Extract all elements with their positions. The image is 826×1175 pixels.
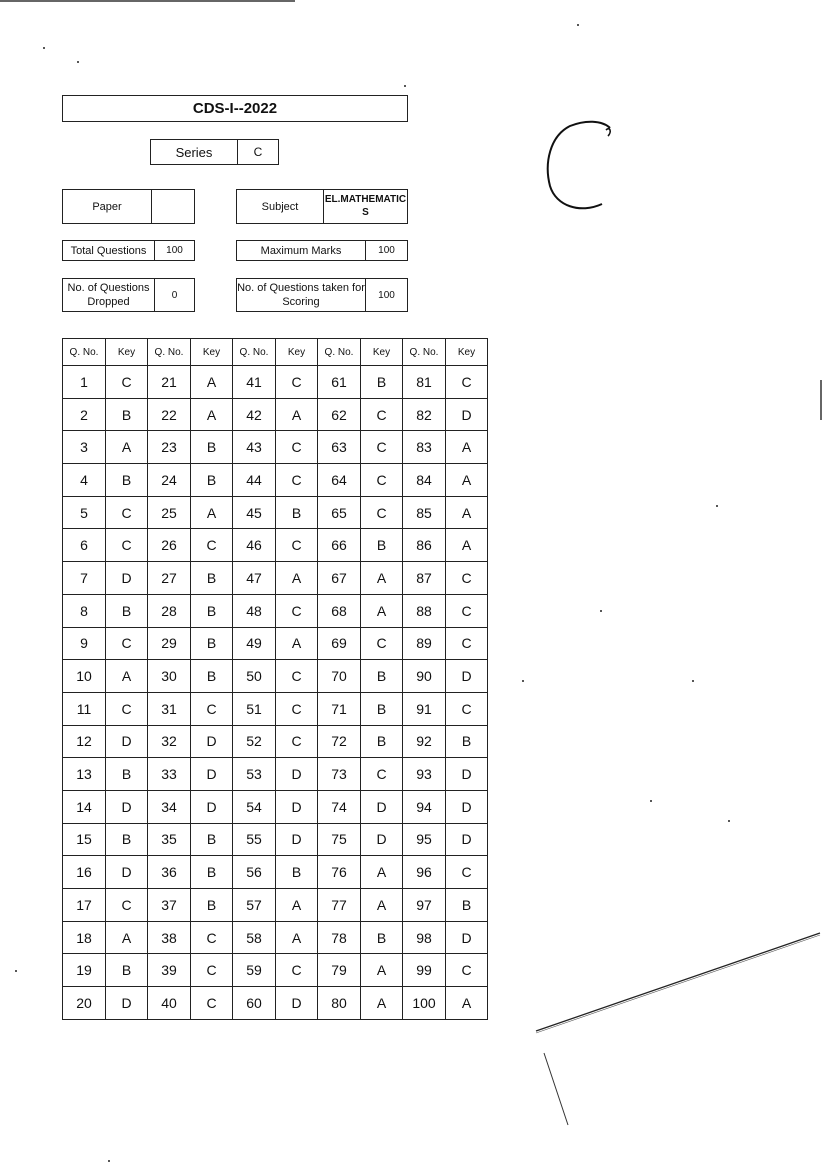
- question-number-cell: 68: [318, 594, 361, 627]
- question-number-cell: 36: [148, 856, 191, 889]
- scan-speck: [522, 680, 524, 682]
- answer-key-cell: B: [361, 725, 403, 758]
- question-number-cell: 46: [233, 529, 276, 562]
- question-number-cell: 9: [63, 627, 106, 660]
- questions-dropped-field: [62, 278, 195, 312]
- answer-key-cell: C: [276, 529, 318, 562]
- answer-key-cell: B: [276, 856, 318, 889]
- answer-key-cell: D: [106, 987, 148, 1020]
- scan-speck: [650, 800, 652, 802]
- answer-key-cell: A: [106, 431, 148, 464]
- scan-speck: [716, 505, 718, 507]
- question-number-cell: 61: [318, 366, 361, 399]
- scan-speck: [404, 85, 406, 87]
- answer-key-cell: A: [276, 889, 318, 922]
- table-header-row: [63, 339, 488, 366]
- question-number-cell: 3: [63, 431, 106, 464]
- question-number-cell: 96: [403, 856, 446, 889]
- table-row: [63, 823, 488, 856]
- question-number-cell: 65: [318, 496, 361, 529]
- answer-key-cell: B: [106, 464, 148, 497]
- answer-key-cell: A: [361, 562, 403, 595]
- question-number-cell: 59: [233, 954, 276, 987]
- scan-speck: [108, 1160, 110, 1162]
- answer-key-cell: D: [361, 790, 403, 823]
- questions-scoring-field: [236, 278, 408, 312]
- scan-speck: [43, 47, 45, 49]
- question-number-cell: 80: [318, 987, 361, 1020]
- question-number-cell: 18: [63, 921, 106, 954]
- answer-key-cell: C: [106, 889, 148, 922]
- question-number-cell: 41: [233, 366, 276, 399]
- question-number-cell: 76: [318, 856, 361, 889]
- subject-value: EL.MATHEMATICS: [324, 194, 407, 218]
- answer-key-cell: C: [361, 496, 403, 529]
- question-number-cell: 69: [318, 627, 361, 660]
- question-number-cell: 21: [148, 366, 191, 399]
- answer-key-cell: C: [446, 954, 488, 987]
- answer-key-cell: C: [106, 627, 148, 660]
- answer-key-cell: B: [106, 398, 148, 431]
- answer-key-cell: B: [106, 594, 148, 627]
- answer-key-cell: A: [446, 464, 488, 497]
- questions-dropped-value: 0: [171, 289, 178, 301]
- table-row: [63, 758, 488, 791]
- question-number-cell: 34: [148, 790, 191, 823]
- answer-key-cell: C: [446, 692, 488, 725]
- question-number-cell: 74: [318, 790, 361, 823]
- header-qno: Q. No.: [318, 339, 361, 366]
- answer-key-cell: C: [276, 725, 318, 758]
- paper-label: Paper: [63, 190, 152, 223]
- answer-key-cell: C: [106, 496, 148, 529]
- scan-top-edge: [0, 0, 300, 6]
- answer-key-cell: C: [276, 366, 318, 399]
- question-number-cell: 28: [148, 594, 191, 627]
- answer-key-cell: C: [106, 692, 148, 725]
- scan-speck: [577, 24, 579, 26]
- answer-key-cell: B: [191, 627, 233, 660]
- series-label: Series: [151, 140, 238, 164]
- question-number-cell: 86: [403, 529, 446, 562]
- question-number-cell: 71: [318, 692, 361, 725]
- header-qno: Q. No.: [403, 339, 446, 366]
- question-number-cell: 100: [403, 987, 446, 1020]
- question-number-cell: 10: [63, 660, 106, 693]
- question-number-cell: 66: [318, 529, 361, 562]
- header-qno: Q. No.: [148, 339, 191, 366]
- answer-key-cell: A: [276, 921, 318, 954]
- question-number-cell: 89: [403, 627, 446, 660]
- table-row: [63, 660, 488, 693]
- answer-key-cell: A: [446, 431, 488, 464]
- question-number-cell: 79: [318, 954, 361, 987]
- subject-label: Subject: [237, 190, 324, 223]
- question-number-cell: 97: [403, 889, 446, 922]
- answer-key-cell: D: [446, 660, 488, 693]
- maximum-marks-label: Maximum Marks: [237, 241, 366, 260]
- series-field: [150, 139, 279, 165]
- header-key: Key: [276, 339, 318, 366]
- header-key: Key: [191, 339, 233, 366]
- answer-key-cell: C: [446, 627, 488, 660]
- handwritten-series-mark: [540, 118, 620, 214]
- answer-key-cell: C: [361, 758, 403, 791]
- answer-key-cell: A: [361, 856, 403, 889]
- question-number-cell: 11: [63, 692, 106, 725]
- answer-key-cell: A: [446, 529, 488, 562]
- answer-key-cell: C: [276, 692, 318, 725]
- question-number-cell: 17: [63, 889, 106, 922]
- answer-key-cell: A: [276, 398, 318, 431]
- question-number-cell: 50: [233, 660, 276, 693]
- question-number-cell: 19: [63, 954, 106, 987]
- answer-key-cell: B: [106, 758, 148, 791]
- question-number-cell: 14: [63, 790, 106, 823]
- answer-key-cell: C: [191, 529, 233, 562]
- question-number-cell: 27: [148, 562, 191, 595]
- answer-key-cell: D: [446, 758, 488, 791]
- answer-key-cell: B: [191, 594, 233, 627]
- series-value: C: [253, 145, 263, 159]
- answer-key-cell: A: [361, 594, 403, 627]
- table-row: [63, 431, 488, 464]
- subject-field: [236, 189, 408, 224]
- question-number-cell: 13: [63, 758, 106, 791]
- question-number-cell: 82: [403, 398, 446, 431]
- maximum-marks-field: [236, 240, 408, 261]
- table-row: [63, 987, 488, 1020]
- paper-field: [62, 189, 195, 224]
- question-number-cell: 47: [233, 562, 276, 595]
- title-text: CDS-I--2022: [192, 100, 278, 117]
- table-row: [63, 464, 488, 497]
- header-qno: Q. No.: [233, 339, 276, 366]
- table-row: [63, 594, 488, 627]
- question-number-cell: 64: [318, 464, 361, 497]
- question-number-cell: 30: [148, 660, 191, 693]
- question-number-cell: 33: [148, 758, 191, 791]
- question-number-cell: 54: [233, 790, 276, 823]
- question-number-cell: 40: [148, 987, 191, 1020]
- table-row: [63, 496, 488, 529]
- answer-key-cell: A: [361, 987, 403, 1020]
- answer-key-cell: C: [106, 529, 148, 562]
- answer-key-cell: C: [361, 398, 403, 431]
- answer-key-cell: D: [191, 758, 233, 791]
- question-number-cell: 95: [403, 823, 446, 856]
- answer-key-cell: C: [276, 660, 318, 693]
- answer-key-cell: C: [361, 627, 403, 660]
- answer-key-cell: C: [191, 987, 233, 1020]
- answer-key-cell: B: [276, 496, 318, 529]
- answer-key-cell: C: [446, 562, 488, 595]
- question-number-cell: 6: [63, 529, 106, 562]
- question-number-cell: 1: [63, 366, 106, 399]
- question-number-cell: 26: [148, 529, 191, 562]
- answer-key-cell: D: [106, 856, 148, 889]
- question-number-cell: 31: [148, 692, 191, 725]
- question-number-cell: 42: [233, 398, 276, 431]
- question-number-cell: 48: [233, 594, 276, 627]
- total-questions-value: 100: [166, 245, 183, 256]
- question-number-cell: 57: [233, 889, 276, 922]
- question-number-cell: 51: [233, 692, 276, 725]
- answer-key-cell: A: [361, 954, 403, 987]
- table-row: [63, 954, 488, 987]
- question-number-cell: 43: [233, 431, 276, 464]
- answer-key-cell: B: [361, 529, 403, 562]
- table-row: [63, 856, 488, 889]
- document-title: [62, 95, 408, 122]
- question-number-cell: 58: [233, 921, 276, 954]
- answer-key-cell: D: [191, 790, 233, 823]
- answer-key-cell: C: [191, 921, 233, 954]
- answer-key-cell: B: [191, 889, 233, 922]
- question-number-cell: 56: [233, 856, 276, 889]
- answer-key-cell: A: [191, 366, 233, 399]
- answer-key-cell: B: [361, 660, 403, 693]
- question-number-cell: 94: [403, 790, 446, 823]
- answer-key-cell: B: [446, 725, 488, 758]
- question-number-cell: 2: [63, 398, 106, 431]
- answer-key-cell: D: [106, 725, 148, 758]
- scan-speck: [15, 970, 17, 972]
- answer-key-cell: C: [276, 954, 318, 987]
- answer-key-cell: A: [276, 562, 318, 595]
- question-number-cell: 60: [233, 987, 276, 1020]
- question-number-cell: 15: [63, 823, 106, 856]
- answer-key-cell: A: [106, 921, 148, 954]
- question-number-cell: 29: [148, 627, 191, 660]
- question-number-cell: 44: [233, 464, 276, 497]
- answer-key-cell: A: [191, 496, 233, 529]
- question-number-cell: 8: [63, 594, 106, 627]
- question-number-cell: 53: [233, 758, 276, 791]
- table-row: [63, 627, 488, 660]
- question-number-cell: 24: [148, 464, 191, 497]
- answer-key-cell: B: [191, 562, 233, 595]
- paper-value: [152, 190, 194, 223]
- question-number-cell: 32: [148, 725, 191, 758]
- answer-key-cell: A: [446, 496, 488, 529]
- answer-key-cell: D: [446, 790, 488, 823]
- question-number-cell: 84: [403, 464, 446, 497]
- answer-key-cell: C: [276, 464, 318, 497]
- answer-key-cell: B: [361, 921, 403, 954]
- answer-key-cell: C: [446, 594, 488, 627]
- question-number-cell: 98: [403, 921, 446, 954]
- answer-key-cell: B: [191, 660, 233, 693]
- question-number-cell: 92: [403, 725, 446, 758]
- question-number-cell: 4: [63, 464, 106, 497]
- answer-key-cell: D: [276, 790, 318, 823]
- question-number-cell: 20: [63, 987, 106, 1020]
- question-number-cell: 16: [63, 856, 106, 889]
- table-row: [63, 366, 488, 399]
- answer-key-cell: A: [361, 889, 403, 922]
- answer-key-cell: D: [106, 790, 148, 823]
- answer-key-cell: D: [276, 823, 318, 856]
- table-row: [63, 529, 488, 562]
- answer-key-cell: A: [191, 398, 233, 431]
- question-number-cell: 22: [148, 398, 191, 431]
- question-number-cell: 73: [318, 758, 361, 791]
- question-number-cell: 88: [403, 594, 446, 627]
- questions-scoring-value: 100: [378, 289, 395, 301]
- question-number-cell: 25: [148, 496, 191, 529]
- question-number-cell: 55: [233, 823, 276, 856]
- answer-key-cell: C: [446, 366, 488, 399]
- total-questions-label: Total Questions: [63, 241, 155, 260]
- answer-key-cell: A: [446, 987, 488, 1020]
- answer-key-cell: D: [446, 398, 488, 431]
- scan-speck: [692, 680, 694, 682]
- answer-key-cell: C: [361, 431, 403, 464]
- answer-key-cell: C: [191, 954, 233, 987]
- answer-key-cell: D: [446, 921, 488, 954]
- questions-scoring-label: No. of Questions taken for Scoring: [237, 279, 366, 311]
- questions-dropped-label: No. of Questions Dropped: [63, 279, 155, 311]
- question-number-cell: 90: [403, 660, 446, 693]
- question-number-cell: 7: [63, 562, 106, 595]
- question-number-cell: 91: [403, 692, 446, 725]
- question-number-cell: 81: [403, 366, 446, 399]
- header-key: Key: [361, 339, 403, 366]
- table-row: [63, 692, 488, 725]
- question-number-cell: 52: [233, 725, 276, 758]
- question-number-cell: 49: [233, 627, 276, 660]
- question-number-cell: 75: [318, 823, 361, 856]
- question-number-cell: 93: [403, 758, 446, 791]
- answer-key-cell: C: [106, 366, 148, 399]
- question-number-cell: 23: [148, 431, 191, 464]
- answer-key-table: [62, 338, 488, 1020]
- question-number-cell: 12: [63, 725, 106, 758]
- answer-key-cell: D: [361, 823, 403, 856]
- scan-speck: [728, 820, 730, 822]
- question-number-cell: 5: [63, 496, 106, 529]
- question-number-cell: 78: [318, 921, 361, 954]
- answer-key-cell: C: [446, 856, 488, 889]
- answer-key-cell: C: [361, 464, 403, 497]
- answer-key-cell: B: [446, 889, 488, 922]
- maximum-marks-value: 100: [378, 245, 395, 256]
- table-row: [63, 398, 488, 431]
- scan-speck: [600, 610, 602, 612]
- table-row: [63, 889, 488, 922]
- question-number-cell: 45: [233, 496, 276, 529]
- answer-key-cell: B: [106, 954, 148, 987]
- question-number-cell: 37: [148, 889, 191, 922]
- answer-key-cell: A: [276, 627, 318, 660]
- table-row: [63, 725, 488, 758]
- question-number-cell: 99: [403, 954, 446, 987]
- handwritten-mark-text: C: [579, 168, 581, 169]
- header-key: Key: [106, 339, 148, 366]
- total-questions-field: [62, 240, 195, 261]
- scan-speck: [77, 61, 79, 63]
- question-number-cell: 39: [148, 954, 191, 987]
- answer-key-cell: D: [276, 987, 318, 1020]
- answer-key-cell: C: [191, 692, 233, 725]
- scan-right-edge: [818, 0, 826, 1175]
- header-key: Key: [446, 339, 488, 366]
- answer-key-cell: A: [106, 660, 148, 693]
- scan-stray-lines: [530, 925, 822, 1130]
- question-number-cell: 85: [403, 496, 446, 529]
- question-number-cell: 70: [318, 660, 361, 693]
- question-number-cell: 38: [148, 921, 191, 954]
- question-number-cell: 62: [318, 398, 361, 431]
- question-number-cell: 72: [318, 725, 361, 758]
- answer-key-cell: B: [106, 823, 148, 856]
- question-number-cell: 63: [318, 431, 361, 464]
- table-row: [63, 562, 488, 595]
- answer-key-cell: B: [361, 366, 403, 399]
- table-row: [63, 921, 488, 954]
- header-qno: Q. No.: [63, 339, 106, 366]
- question-number-cell: 67: [318, 562, 361, 595]
- question-number-cell: 83: [403, 431, 446, 464]
- answer-key-cell: D: [276, 758, 318, 791]
- table-row: [63, 790, 488, 823]
- answer-key-cell: B: [191, 464, 233, 497]
- answer-key-cell: B: [191, 856, 233, 889]
- answer-key-cell: C: [276, 594, 318, 627]
- question-number-cell: 77: [318, 889, 361, 922]
- answer-key-cell: C: [276, 431, 318, 464]
- answer-key-cell: B: [191, 823, 233, 856]
- answer-key-cell: B: [361, 692, 403, 725]
- answer-key-cell: D: [106, 562, 148, 595]
- question-number-cell: 35: [148, 823, 191, 856]
- answer-key-cell: B: [191, 431, 233, 464]
- answer-key-cell: D: [446, 823, 488, 856]
- question-number-cell: 87: [403, 562, 446, 595]
- answer-key-cell: D: [191, 725, 233, 758]
